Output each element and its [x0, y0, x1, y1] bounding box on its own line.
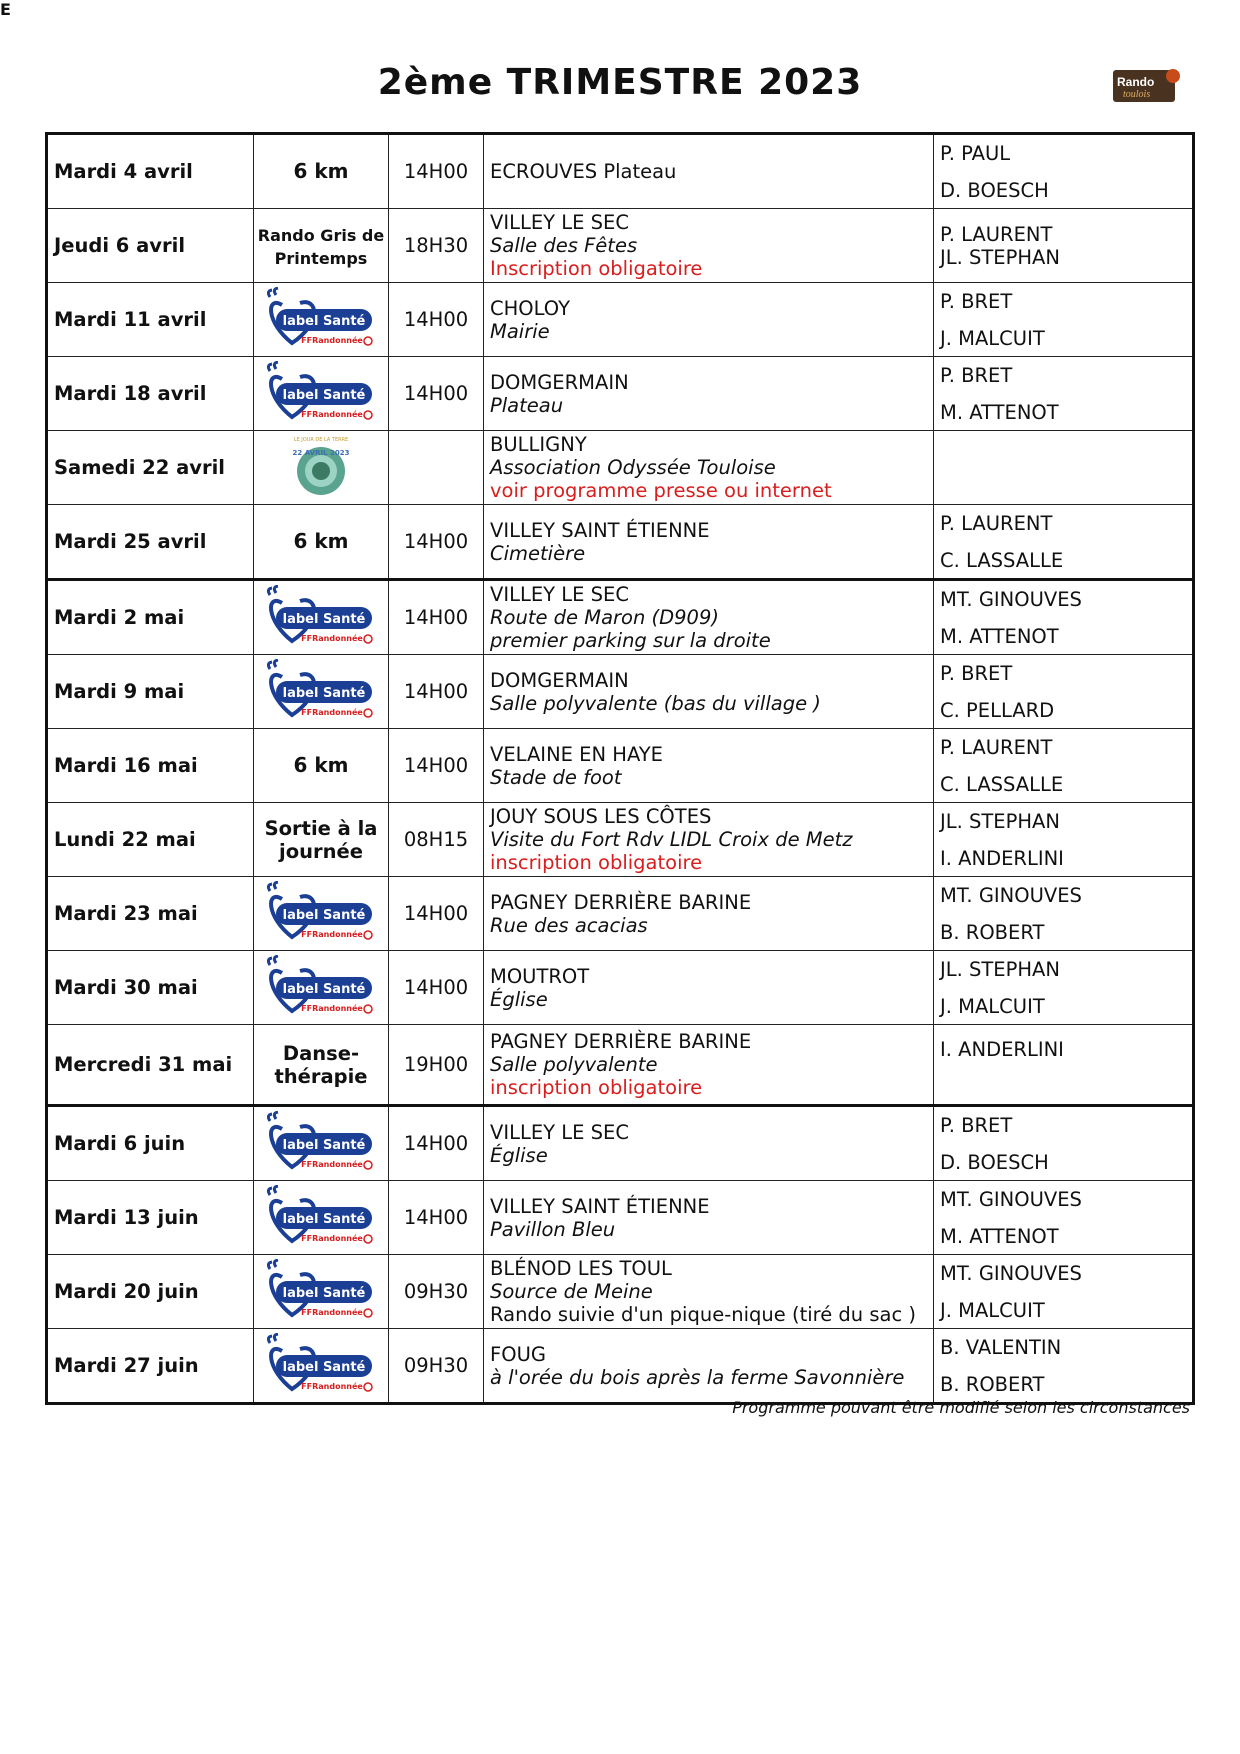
location-note: inscription obligatoire: [490, 1076, 703, 1099]
location-name: PAGNEY DERRIÈRE BARINE: [490, 890, 752, 914]
location-name: BLÉNOD LES TOUL: [490, 1257, 672, 1280]
location-cell: [484, 505, 934, 580]
leader-name: P. BRET: [940, 290, 1013, 313]
date-label: Jeudi 6 avril: [54, 234, 186, 257]
location-detail: Pavillon Bleu: [490, 1217, 616, 1241]
time-cell: [389, 877, 484, 951]
location-name: MOUTROT: [490, 964, 590, 988]
location-detail: Église: [490, 1143, 548, 1167]
type-cell: [254, 803, 389, 877]
location-name: BULLIGNY: [490, 433, 587, 456]
rando-toulois-logo-icon: [1113, 66, 1183, 106]
time-label: 14H00: [403, 382, 469, 405]
time-label: 14H00: [403, 902, 469, 925]
table-row: [47, 877, 1194, 951]
table-row: [47, 1255, 1194, 1329]
date-cell: [47, 1106, 254, 1181]
date-cell: [47, 357, 254, 431]
corner-mark: E: [0, 0, 11, 19]
badge-label: label Santé: [282, 313, 366, 329]
leader-name: P. LAURENT: [940, 512, 1053, 535]
leader-name: B. ROBERT: [940, 1373, 1045, 1396]
type-cell: [254, 655, 389, 729]
leaders-cell: [934, 209, 1194, 283]
activity-label: Rando Gris de Printemps: [257, 225, 385, 268]
table-row: [47, 283, 1194, 357]
badge-label: label Santé: [282, 1285, 366, 1301]
page-title: 2ème TRIMESTRE 2023: [377, 62, 863, 103]
location-note: Rando suivie d'un pique-nique (tiré du sac ): [490, 1303, 916, 1326]
type-cell: [254, 951, 389, 1025]
location-cell: [484, 951, 934, 1025]
date-label: Mardi 4 avril: [54, 160, 193, 183]
location-cell: [484, 729, 934, 803]
leader-name: JL. STEPHAN: [940, 245, 1060, 269]
time-label: 14H00: [403, 160, 469, 183]
time-label: 18H30: [403, 234, 469, 257]
location-cell: [484, 1025, 934, 1106]
badge-label: label Santé: [282, 1137, 366, 1153]
leader-name: M. ATTENOT: [940, 625, 1059, 648]
leader-name: M. ATTENOT: [940, 401, 1059, 424]
leaders-cell: [934, 803, 1194, 877]
type-cell: [254, 1025, 389, 1106]
date-label: Samedi 22 avril: [54, 456, 225, 479]
table-row: [47, 1106, 1194, 1181]
type-cell: [254, 1106, 389, 1181]
time-label: 09H30: [403, 1354, 469, 1377]
leaders-cell: [934, 580, 1194, 655]
leader-name: M. ATTENOT: [940, 1225, 1059, 1248]
label-sante-badge-icon: [262, 585, 380, 651]
leader-name: JL. STEPHAN: [940, 810, 1060, 833]
leader-name: J. MALCUIT: [940, 1299, 1045, 1322]
leaders-cell: [934, 1025, 1194, 1106]
label-sante-badge-icon: [262, 361, 380, 427]
leader-name: MT. GINOUVES: [940, 1188, 1082, 1211]
location-name: CHOLOY: [490, 296, 570, 320]
time-label: 14H00: [403, 530, 469, 553]
time-cell: [389, 1025, 484, 1106]
date-cell: [47, 580, 254, 655]
location-cell: [484, 1255, 934, 1329]
type-cell: [254, 1255, 389, 1329]
type-cell: [254, 580, 389, 655]
leaders-cell: [934, 134, 1194, 209]
location-cell: [484, 134, 934, 209]
label-sante-badge-icon: [262, 1333, 380, 1399]
date-cell: [47, 655, 254, 729]
badge-sub: FFRandonnée: [301, 409, 363, 419]
time-cell: [389, 357, 484, 431]
location-detail: Salle des Fêtes: [490, 234, 638, 257]
leader-name: P. PAUL: [940, 142, 1011, 165]
leaders-cell: [934, 431, 1194, 505]
label-sante-badge-icon: [262, 287, 380, 353]
date-label: Mardi 25 avril: [54, 530, 207, 553]
location-name: VILLEY LE SEC: [490, 583, 629, 606]
leaders-cell: [934, 655, 1194, 729]
leader-name: J. MALCUIT: [940, 995, 1045, 1018]
label-sante-badge-icon: [262, 659, 380, 725]
earth-badge-text: 22 AVRIL 2023: [292, 448, 350, 457]
table-row: [47, 1329, 1194, 1404]
badge-sub: FFRandonnée: [301, 633, 363, 643]
table-row: [47, 1181, 1194, 1255]
leaders-cell: [934, 1329, 1194, 1404]
label-sante-badge-icon: [262, 955, 380, 1021]
type-cell: [254, 283, 389, 357]
location-cell: [484, 655, 934, 729]
date-cell: [47, 729, 254, 803]
time-label: 19H00: [403, 1053, 469, 1076]
location-cell: [484, 580, 934, 655]
location-detail: Cimetière: [490, 541, 586, 565]
date-cell: [47, 134, 254, 209]
leader-name: P. BRET: [940, 662, 1013, 685]
location-name: VELAINE EN HAYE: [490, 742, 663, 766]
type-cell: [254, 134, 389, 209]
time-cell: [389, 1181, 484, 1255]
leader-name: P. BRET: [940, 1114, 1013, 1137]
leader-name: MT. GINOUVES: [940, 1262, 1082, 1285]
time-label: 14H00: [403, 606, 469, 629]
badge-label: label Santé: [282, 611, 366, 627]
table-row: [47, 505, 1194, 580]
badge-label: label Santé: [282, 387, 366, 403]
time-cell: [389, 729, 484, 803]
location-detail: Visite du Fort Rdv LIDL Croix de Metz: [490, 828, 853, 851]
location-name: ECROUVES Plateau: [490, 160, 677, 183]
location-cell: [484, 1329, 934, 1404]
leader-name: MT. GINOUVES: [940, 884, 1082, 907]
table-row: [47, 655, 1194, 729]
leader-name: P. LAURENT: [940, 222, 1053, 246]
type-cell: [254, 1181, 389, 1255]
date-cell: [47, 1255, 254, 1329]
leader-name: I. ANDERLINI: [940, 1038, 1064, 1061]
type-cell: [254, 877, 389, 951]
badge-sub: FFRandonnée: [301, 1159, 363, 1169]
badge-label: label Santé: [282, 1211, 366, 1227]
type-cell: [254, 1329, 389, 1404]
location-cell: [484, 283, 934, 357]
label-sante-badge-icon: [262, 881, 380, 947]
table-row: [47, 580, 1194, 655]
date-label: Mardi 2 mai: [54, 606, 185, 629]
location-name: JOUY SOUS LES CÔTES: [490, 805, 712, 828]
leader-name: P. LAURENT: [940, 736, 1053, 759]
time-label: 09H30: [403, 1280, 469, 1303]
badge-sub: FFRandonnée: [301, 1307, 363, 1317]
time-label: 08H15: [403, 828, 469, 851]
location-note: voir programme presse ou internet: [490, 479, 832, 502]
badge-sub: FFRandonnée: [301, 707, 363, 717]
location-detail: Association Odyssée Touloise: [490, 456, 776, 479]
location-detail: Salle polyvalente (bas du village ): [490, 691, 821, 715]
badge-sub: FFRandonnée: [301, 1381, 363, 1391]
date-label: Mardi 23 mai: [54, 902, 198, 925]
location-name: PAGNEY DERRIÈRE BARINE: [490, 1030, 752, 1053]
leader-name: JL. STEPHAN: [940, 958, 1060, 981]
time-label: 14H00: [403, 680, 469, 703]
time-cell: [389, 1255, 484, 1329]
location-detail: Rue des acacias: [490, 913, 648, 937]
location-cell: [484, 1181, 934, 1255]
logo-text: Rando: [1117, 75, 1155, 89]
location-detail: Salle polyvalente: [490, 1053, 658, 1076]
date-label: Mardi 11 avril: [54, 308, 207, 331]
location-cell: [484, 877, 934, 951]
time-cell: [389, 505, 484, 580]
date-label: Mardi 20 juin: [54, 1280, 199, 1303]
table-row: [47, 357, 1194, 431]
location-cell: [484, 803, 934, 877]
type-cell: [254, 729, 389, 803]
table-row: [47, 803, 1194, 877]
time-cell: [389, 803, 484, 877]
date-label: Mardi 6 juin: [54, 1132, 186, 1155]
table-row: [47, 431, 1194, 505]
svg-text:toulois: toulois: [1123, 89, 1151, 100]
date-cell: [47, 505, 254, 580]
date-label: Mardi 9 mai: [54, 680, 185, 703]
badge-sub: FFRandonnée: [301, 1233, 363, 1243]
location-name: VILLEY LE SEC: [490, 211, 629, 234]
time-cell: [389, 134, 484, 209]
date-cell: [47, 803, 254, 877]
leader-name: B. VALENTIN: [940, 1336, 1062, 1359]
location-name: VILLEY LE SEC: [490, 1120, 629, 1144]
label-sante-badge-icon: [262, 1185, 380, 1251]
time-cell: [389, 1106, 484, 1181]
type-cell: [254, 431, 389, 505]
time-label: 14H00: [403, 976, 469, 999]
badge-sub: FFRandonnée: [301, 335, 363, 345]
schedule-table: [45, 132, 1195, 1405]
table-row: [47, 951, 1194, 1025]
location-name: DOMGERMAIN: [490, 370, 629, 394]
leader-name: J. MALCUIT: [940, 327, 1045, 350]
badge-label: label Santé: [282, 907, 366, 923]
label-sante-badge-icon: [262, 1111, 380, 1177]
time-cell: [389, 951, 484, 1025]
date-cell: [47, 1181, 254, 1255]
date-label: Mercredi 31 mai: [54, 1053, 233, 1076]
leaders-cell: [934, 505, 1194, 580]
location-detail: à l'orée du bois après la ferme Savonnière: [490, 1365, 905, 1389]
distance-label: 6 km: [293, 529, 349, 553]
label-sante-badge-icon: [262, 1259, 380, 1325]
date-label: Mardi 27 juin: [54, 1354, 199, 1377]
leaders-cell: [934, 283, 1194, 357]
badge-sub: FFRandonnée: [301, 1003, 363, 1013]
badge-sub: FFRandonnée: [301, 929, 363, 939]
time-cell: [389, 431, 484, 505]
table-row: [47, 134, 1194, 209]
date-cell: [47, 431, 254, 505]
location-note: inscription obligatoire: [490, 851, 703, 874]
leader-name: I. ANDERLINI: [940, 847, 1064, 870]
date-cell: [47, 1329, 254, 1404]
time-cell: [389, 283, 484, 357]
date-label: Mardi 13 juin: [54, 1206, 199, 1229]
time-label: 14H00: [403, 308, 469, 331]
location-note: Inscription obligatoire: [490, 257, 703, 280]
time-cell: [389, 1329, 484, 1404]
earth-day-badge-icon: [281, 433, 361, 503]
location-detail: Église: [490, 987, 548, 1011]
date-cell: [47, 1025, 254, 1106]
type-cell: [254, 357, 389, 431]
badge-label: label Santé: [282, 1359, 366, 1375]
leaders-cell: [934, 1255, 1194, 1329]
date-cell: [47, 209, 254, 283]
time-label: 14H00: [403, 1132, 469, 1155]
leaders-cell: [934, 877, 1194, 951]
activity-label: Danse-thérapie: [274, 1041, 368, 1088]
leader-name: C. PELLARD: [940, 699, 1055, 722]
date-label: Mardi 30 mai: [54, 976, 198, 999]
time-cell: [389, 209, 484, 283]
location-cell: [484, 1106, 934, 1181]
date-label: Mardi 16 mai: [54, 754, 198, 777]
leader-name: C. LASSALLE: [940, 773, 1064, 796]
distance-label: 6 km: [293, 159, 349, 183]
location-cell: [484, 357, 934, 431]
badge-label: label Santé: [282, 981, 366, 997]
date-cell: [47, 951, 254, 1025]
leaders-cell: [934, 1181, 1194, 1255]
date-cell: [47, 877, 254, 951]
leader-name: D. BOESCH: [940, 1151, 1049, 1174]
location-detail: Mairie: [490, 319, 550, 343]
time-cell: [389, 655, 484, 729]
location-note: premier parking sur la droite: [490, 629, 771, 652]
leaders-cell: [934, 357, 1194, 431]
leaders-cell: [934, 729, 1194, 803]
location-detail: Stade de foot: [490, 765, 622, 789]
date-cell: [47, 283, 254, 357]
table-row: [47, 729, 1194, 803]
date-label: Lundi 22 mai: [54, 828, 196, 851]
leader-name: C. LASSALLE: [940, 549, 1064, 572]
location-detail: Source de Meine: [490, 1280, 653, 1303]
table-row: [47, 209, 1194, 283]
distance-label: 6 km: [293, 753, 349, 777]
location-name: DOMGERMAIN: [490, 668, 629, 692]
time-label: 14H00: [403, 1206, 469, 1229]
leaders-cell: [934, 951, 1194, 1025]
svg-text:LE JOUR DE LA TERRE: LE JOUR DE LA TERRE: [293, 436, 349, 443]
time-cell: [389, 580, 484, 655]
leader-name: P. BRET: [940, 364, 1013, 387]
footer-note: Programme pouvant être modifié selon les circonstances: [732, 1398, 1190, 1417]
location-name: FOUG: [490, 1342, 546, 1366]
location-cell: [484, 209, 934, 283]
leader-name: B. ROBERT: [940, 921, 1045, 944]
leaders-cell: [934, 1106, 1194, 1181]
leader-name: MT. GINOUVES: [940, 588, 1082, 611]
location-detail: Plateau: [490, 393, 564, 417]
activity-label: Sortie à la journée: [264, 816, 378, 863]
table-row: [47, 1025, 1194, 1106]
badge-label: label Santé: [282, 685, 366, 701]
location-name: VILLEY SAINT ÉTIENNE: [490, 1194, 710, 1218]
type-cell: [254, 505, 389, 580]
location-detail: Route de Maron (D909): [490, 606, 719, 629]
location-name: VILLEY SAINT ÉTIENNE: [490, 518, 710, 542]
location-cell: [484, 431, 934, 505]
type-cell: [254, 209, 389, 283]
leader-name: D. BOESCH: [940, 179, 1049, 202]
time-label: 14H00: [403, 754, 469, 777]
date-label: Mardi 18 avril: [54, 382, 207, 405]
